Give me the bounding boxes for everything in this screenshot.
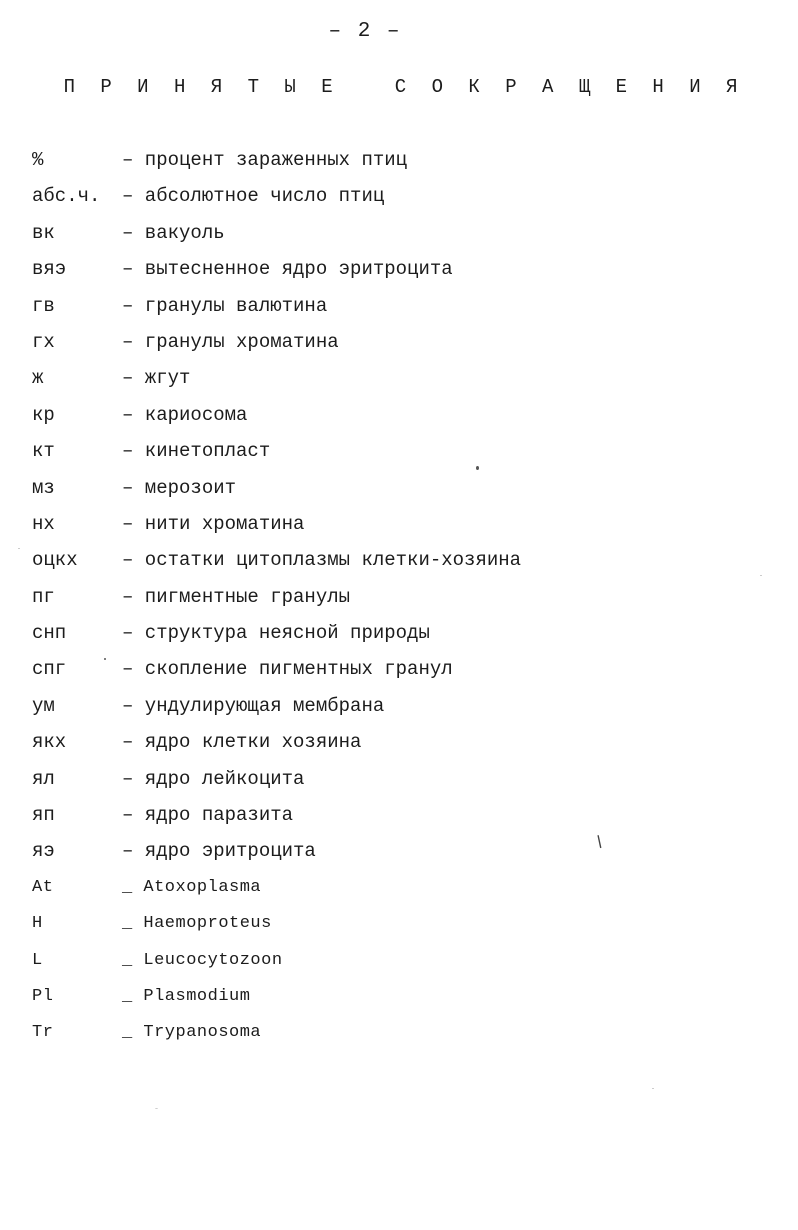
abbreviation-definition: – кинетопласт xyxy=(122,440,271,463)
list-item xyxy=(32,583,752,619)
list-item xyxy=(32,219,752,255)
abbreviation-code: гв xyxy=(32,294,55,317)
scan-speck xyxy=(476,466,479,470)
abbreviation-definition: – кариосома xyxy=(122,403,248,426)
list-item xyxy=(32,837,752,873)
list-item xyxy=(32,765,752,801)
abbreviation-definition: – ундулирующая мембрана xyxy=(122,694,385,717)
abbreviation-definition: – гранулы хроматина xyxy=(122,330,339,353)
abbreviation-code: яэ xyxy=(32,840,55,863)
list-item xyxy=(32,437,752,473)
list-item xyxy=(32,983,752,1019)
abbreviation-definition: – ядро клетки хозяина xyxy=(122,731,362,754)
abbreviation-code: якх xyxy=(32,731,67,754)
abbreviation-code: H xyxy=(32,914,43,934)
scan-speck xyxy=(652,1088,654,1089)
abbreviation-definition: – гранулы валютина xyxy=(122,294,328,317)
abbreviation-definition: – мерозоит xyxy=(122,476,237,499)
abbreviation-code: яп xyxy=(32,804,55,827)
list-item xyxy=(32,255,752,291)
list-item xyxy=(32,874,752,910)
abbreviation-code: At xyxy=(32,877,54,897)
abbreviation-definition: _ Plasmodium xyxy=(122,986,251,1006)
abbreviation-definition: _ Haemoproteus xyxy=(122,914,272,934)
list-item xyxy=(32,910,752,946)
abbreviation-definition: – структура неясной природы xyxy=(122,622,430,645)
scan-speck xyxy=(18,548,20,549)
list-item xyxy=(32,728,752,764)
abbreviation-code: Tr xyxy=(32,1023,54,1043)
abbreviation-definition: – нити хроматина xyxy=(122,512,305,535)
scan-speck xyxy=(155,1108,158,1109)
abbreviation-code: % xyxy=(32,149,44,171)
abbreviation-code: пг xyxy=(32,585,55,608)
abbreviation-code: ж xyxy=(32,367,44,390)
abbreviation-list xyxy=(32,146,752,1056)
abbreviation-definition: – ядро эритроцита xyxy=(122,840,316,863)
list-item xyxy=(32,364,752,400)
abbreviation-definition: – процент зараженных птиц xyxy=(122,149,408,171)
list-item xyxy=(32,801,752,837)
abbreviation-code: кт xyxy=(32,440,55,463)
list-item xyxy=(32,619,752,655)
list-item xyxy=(32,947,752,983)
list-item xyxy=(32,1019,752,1055)
abbreviation-definition: – пигментные гранулы xyxy=(122,585,351,608)
abbreviation-code: абс.ч. xyxy=(32,185,101,208)
abbreviation-code: вяэ xyxy=(32,258,67,281)
abbreviation-code: снп xyxy=(32,622,67,645)
list-item xyxy=(32,546,752,582)
abbreviation-definition: – скопление пигментных гранул xyxy=(122,658,453,681)
abbreviation-code: нх xyxy=(32,512,55,535)
scan-speck xyxy=(760,575,762,576)
list-item xyxy=(32,401,752,437)
abbreviation-definition: – абсолютное число птиц xyxy=(122,185,385,208)
list-item xyxy=(32,292,752,328)
abbreviation-definition: _ Atoxoplasma xyxy=(122,877,262,897)
list-item xyxy=(32,655,752,691)
abbreviation-definition: _ Leucocytozoon xyxy=(122,950,283,970)
abbreviation-code: ял xyxy=(32,767,55,790)
abbreviation-code: оцкх xyxy=(32,549,78,572)
abbreviation-definition: – ядро лейкоцита xyxy=(122,767,305,790)
abbreviation-code: кр xyxy=(32,403,55,426)
abbreviation-code: Pl xyxy=(32,986,54,1006)
abbreviation-definition: – вытесненное ядро эритроцита xyxy=(122,258,453,281)
abbreviation-definition: – вакуоль xyxy=(122,221,225,244)
list-item xyxy=(32,474,752,510)
abbreviation-code: спг xyxy=(32,658,67,681)
list-item xyxy=(32,510,752,546)
list-item xyxy=(32,328,752,364)
list-item xyxy=(32,182,752,218)
abbreviation-code: мз xyxy=(32,476,55,499)
abbreviation-definition: _ Trypanosoma xyxy=(122,1023,262,1043)
abbreviation-definition: – жгут xyxy=(122,367,191,390)
abbreviation-definition: – ядро паразита xyxy=(122,804,294,827)
abbreviation-code: ум xyxy=(32,694,55,717)
scan-speck xyxy=(104,658,106,660)
list-item xyxy=(32,146,752,182)
abbreviation-code: L xyxy=(32,950,43,970)
page-number: – 2 – xyxy=(328,20,402,43)
list-item xyxy=(32,692,752,728)
margin-mark: ꟾ xyxy=(596,836,604,854)
abbreviation-code: гх xyxy=(32,330,55,353)
abbreviation-definition: – остатки цитоплазмы клетки-хозяина xyxy=(122,549,522,572)
abbreviation-code: вк xyxy=(32,221,55,244)
page-title: П Р И Н Я Т Ы Е С О К Р А Щ Е Н И Я xyxy=(63,76,745,98)
